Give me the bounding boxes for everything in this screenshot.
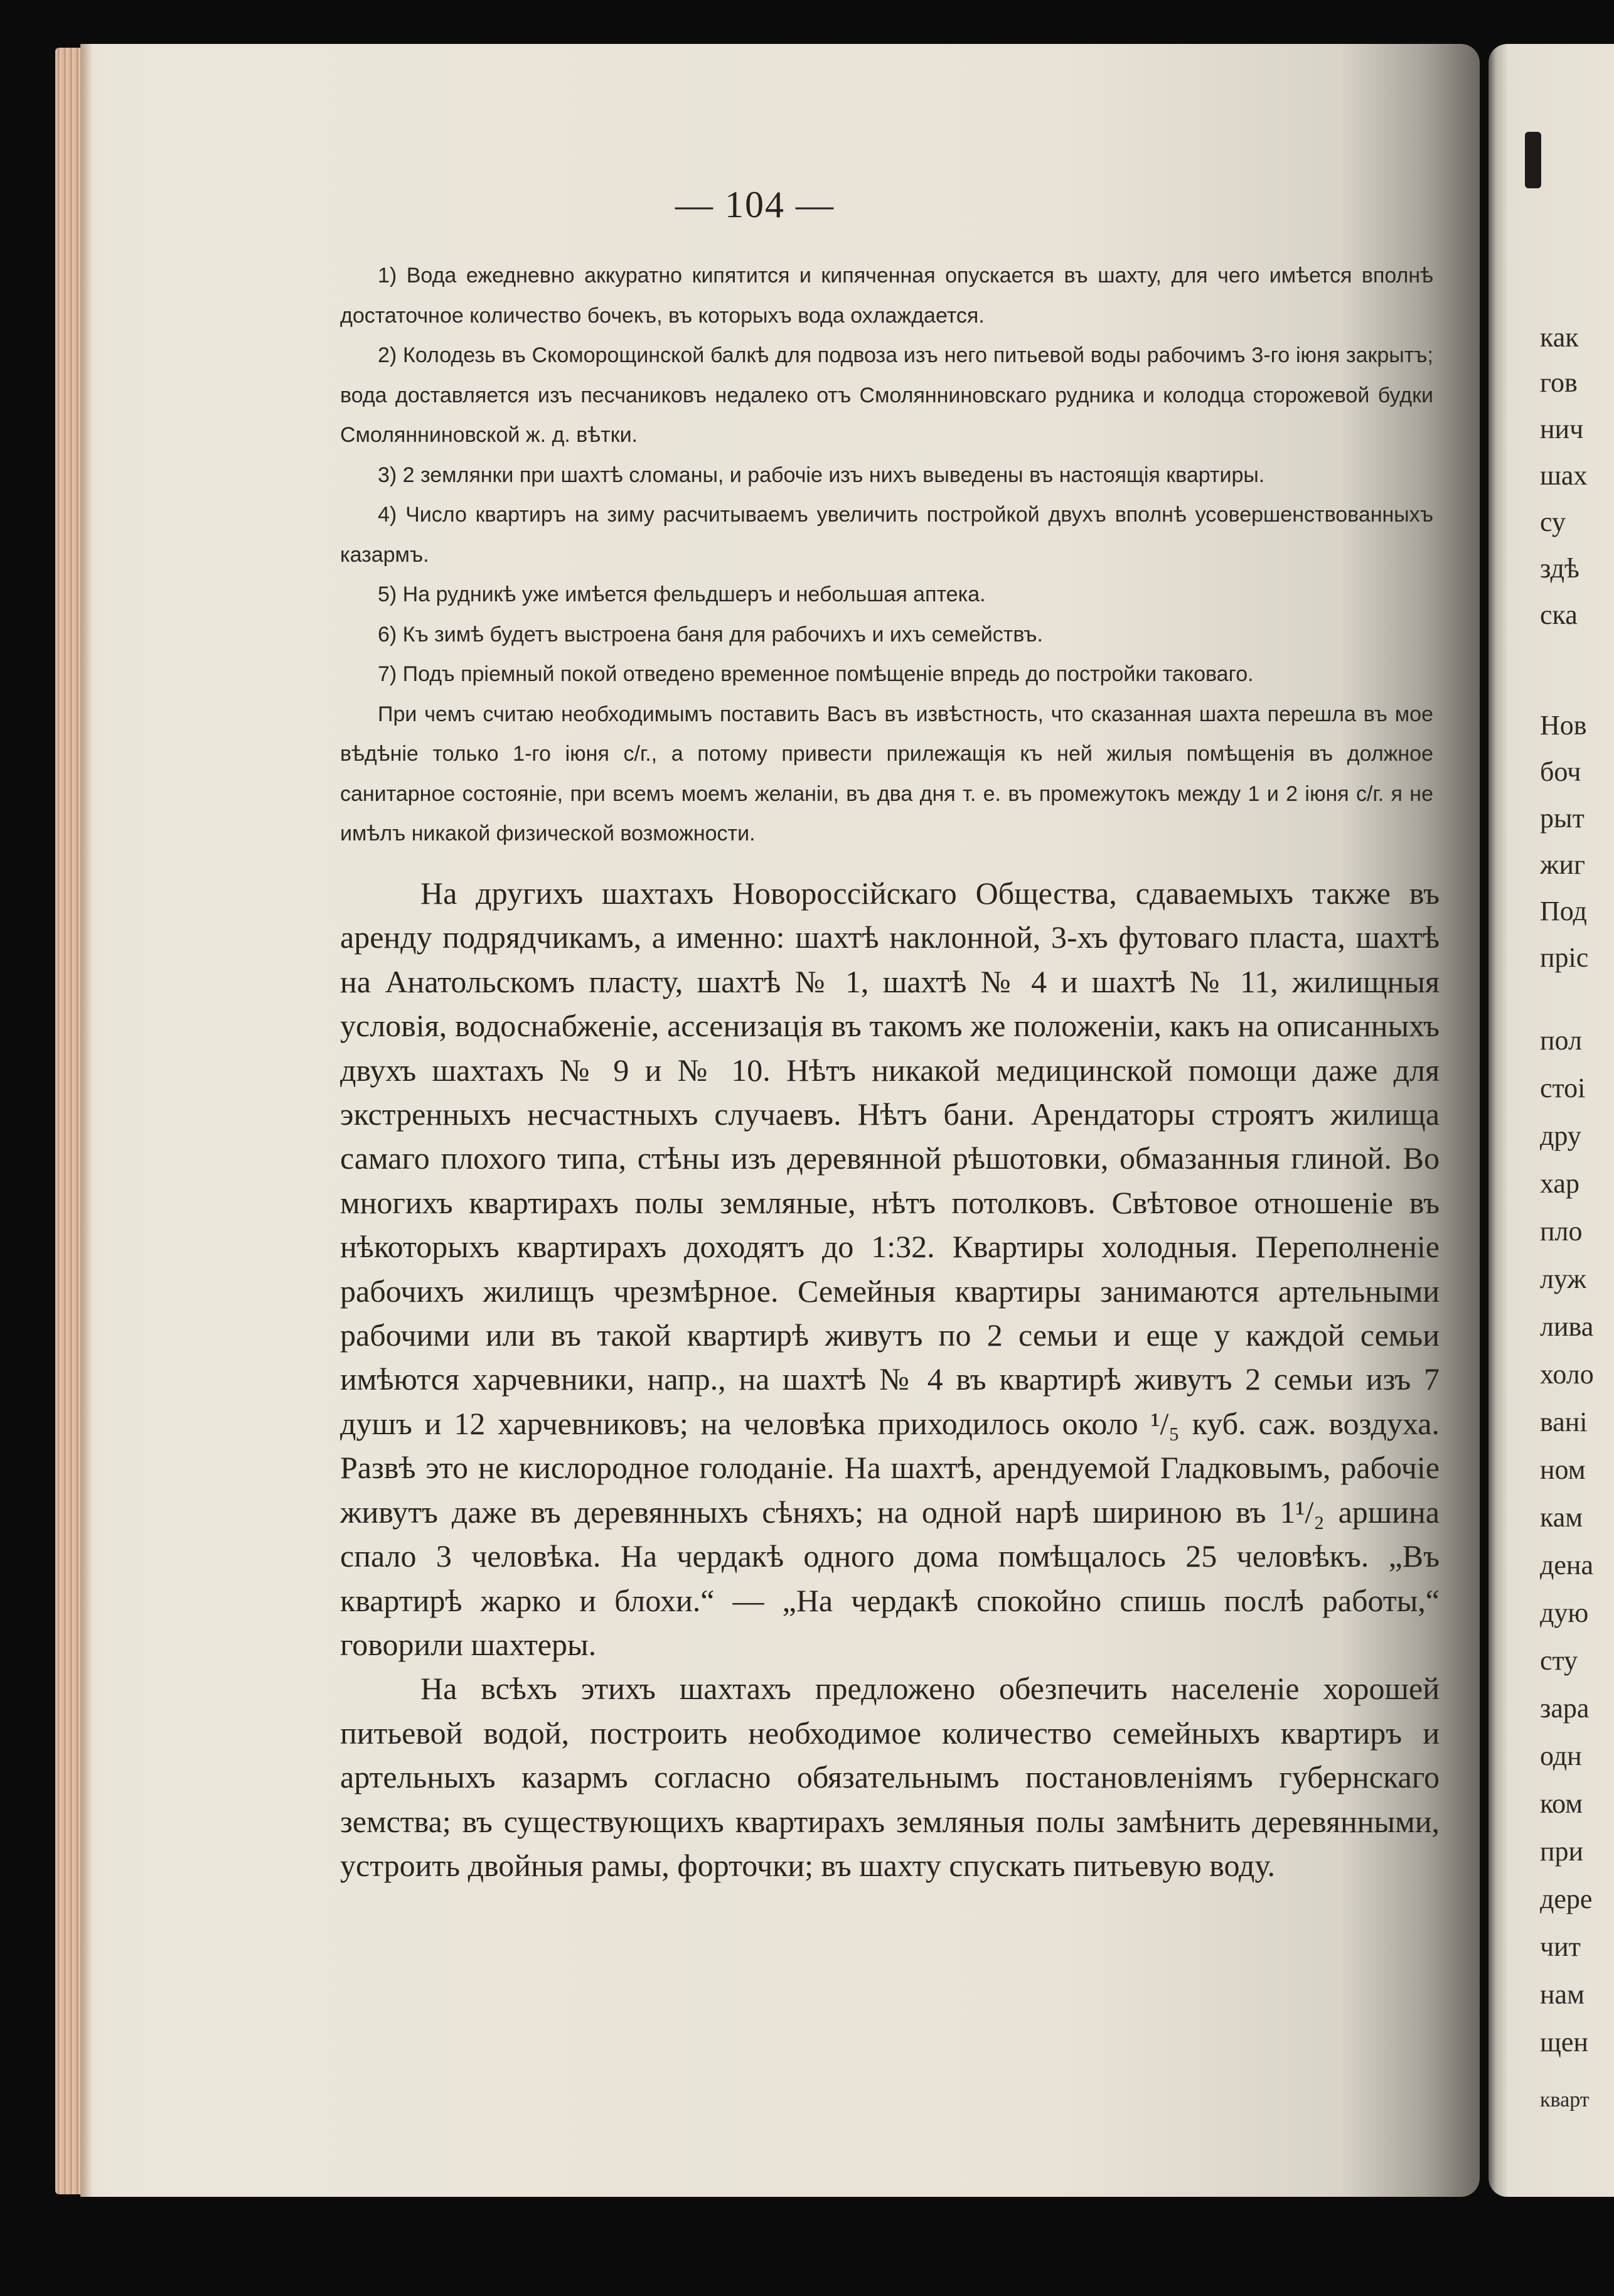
next-page-fragment: кварт [1540, 2088, 1590, 2111]
next-page-fragment: Нов [1540, 710, 1587, 741]
next-page-fragment: гов [1540, 367, 1578, 398]
next-page-edge [1488, 44, 1614, 2197]
next-page-fragment: жиг [1540, 849, 1585, 880]
next-page-fragment: при [1540, 1836, 1584, 1867]
next-page-fragment: хар [1540, 1168, 1579, 1199]
next-page-fragment: лива [1540, 1311, 1594, 1342]
next-page-fragment: дена [1540, 1550, 1593, 1580]
next-page-fragment: чит [1540, 1931, 1581, 1962]
next-page-fragment: дере [1540, 1884, 1593, 1914]
next-page-fragment: боч [1540, 756, 1581, 787]
next-page-fragment: луж [1540, 1263, 1586, 1294]
next-page-fragment: нам [1540, 1979, 1585, 2010]
paragraph: На всѣхъ этихъ шахтахъ предложено обезпечить населеніе хорошей питьевой водой, построить необходимое количество семейныхъ квартиръ и артельныхъ казармъ согласно обязательнымъ постановленіямъ губернскаго земства; въ существующихъ квартирахъ земляныя полы замѣнить деревянными, устроить двойныя рамы, форточки; въ шахту спускать питьевую воду. [340, 1671, 1440, 1883]
next-page-fragment: ска [1540, 599, 1578, 630]
next-page-fragment: щен [1540, 2027, 1588, 2057]
note-item: 3) 2 землянки при шахтѣ сломаны, и рабочіе изъ нихъ выведены въ настоящія квартиры. [378, 463, 1265, 487]
next-page-fragment: сту [1540, 1645, 1578, 1676]
note-item: 7) Подъ пріемный покой отведено временное помѣщеніе впредь до постройки таковаго. [378, 662, 1254, 686]
next-page-fragment: нич [1540, 414, 1584, 444]
next-page-fragment: рыт [1540, 803, 1585, 834]
note-item: 4) Число квартиръ на зиму расчитываемъ увеличить постройкой двухъ вполнѣ усовершенствованныхъ казармъ. [340, 503, 1433, 567]
next-page-fragment: стоі [1540, 1073, 1586, 1103]
scan-clip-mark [1525, 132, 1541, 188]
paragraph: На другихъ шахтахъ Новороссійскаго Общества, сдаваемыхъ также въ аренду подрядчикамъ, а именно: шахтѣ наклонной, 3-хъ футоваго пласта, шахтѣ на Анатольскомъ пласту, шахтѣ № 1, шахтѣ № 4 и шахтѣ № 11, жилищныя условія, водоснабженіе, ассенизація въ такомъ же положеніи, какъ на описанныхъ двухъ шахтахъ № 9 и № 10. Нѣтъ никакой медицинской помощи даже для экстренныхъ несчастныхъ случаевъ. Нѣтъ бани. Арендаторы строятъ жилища самаго плохого типа, стѣны изъ деревянной рѣшотовки, обмазанныя глиной. Во многихъ квартирахъ полы земляные, нѣтъ потолковъ. Свѣтовое отношеніе въ нѣкоторыхъ квартирахъ доходятъ до 1:32. Квартиры холодныя. Переполненіе рабочихъ жилищъ чрезмѣрное. Семейныя квартиры занимаются артельными рабочими или въ такой квартирѣ живутъ по 2 семьи и еще у каждой семьи имѣются харчевники, напр., на шахтѣ № 4 въ квартирѣ живутъ 2 семьи изъ 7 душъ и 12 харчевниковъ; на человѣка приходилось около ¹/₅ куб. саж. воздуха. Развѣ это не кислородное голоданіе. На шахтѣ, арендуемой Гладковымъ, рабочіе живутъ даже въ деревянныхъ сѣняхъ; на одной нарѣ шириною въ 1¹/₂ аршина спало 3 человѣка. На чердакѣ одного дома помѣщалось 25 человѣкъ. „Въ квартирѣ жарко и блохи.“ — „На чердакѣ спокойно спишь послѣ работы,“ говорили шахтеры. [340, 876, 1440, 1662]
next-page-fragment: вані [1540, 1407, 1588, 1437]
next-page-fragment: здѣ [1540, 553, 1579, 584]
next-page-fragment: пріс [1540, 942, 1589, 973]
next-page-fragment: ком [1540, 1788, 1583, 1819]
next-page-fragment: пол [1540, 1025, 1582, 1056]
note-item: При чемъ считаю необходимымъ поставить Васъ въ извѣстность, что сказанная шахта перешла въ мое вѣдѣніе только 1-го іюня с/г., а потому привести прилежащія къ ней жилыя помѣщенія въ должное санитарное состояніе, при всемъ моемъ желаніи, въ два дня т. е. въ промежутокъ между 1 и 2 іюня с/г. я не имѣлъ никакой физической возможности. [340, 702, 1433, 845]
main-text [340, 871, 1440, 1887]
next-page-fragment: как [1540, 322, 1579, 353]
next-page-fragment: дру [1540, 1120, 1581, 1151]
page-stack-edge [55, 48, 83, 2194]
next-page-fragment: одн [1540, 1741, 1582, 1771]
next-page-fragment: пло [1540, 1216, 1583, 1247]
page-number: — 104 — [675, 184, 835, 225]
next-page-fragment: су [1540, 507, 1566, 537]
next-page-fragment: зара [1540, 1693, 1590, 1724]
next-page-fragment: ном [1540, 1454, 1586, 1485]
next-page-fragment: шах [1540, 460, 1588, 491]
note-item: 5) На рудникѣ уже имѣется фельдшеръ и небольшая аптека. [378, 582, 986, 606]
next-page-fragment: кам [1540, 1502, 1583, 1533]
note-item: 2) Колодезь въ Скоморощинской балкѣ для подвоза изъ него питьевой воды рабочимъ 3-го іюня закрытъ; вода доставляется изъ песчаниковъ недалеко отъ Смолянниновскаго рудника и колодца сторожевой будки Смолянниновской ж. д. вѣтки. [340, 343, 1433, 447]
next-page-fragment: холо [1540, 1359, 1594, 1390]
note-item: 6) Къ зимѣ будетъ выстроена баня для рабочихъ и ихъ семействъ. [378, 622, 1043, 646]
footnote-block [340, 256, 1433, 854]
next-page-fragment: Под [1540, 896, 1587, 926]
next-page-fragment: дую [1540, 1597, 1589, 1628]
note-item: 1) Вода ежедневно аккуратно кипятится и кипяченная опускается въ шахту, для чего имѣется вполнѣ достаточное количество бочекъ, въ которыхъ вода охлаждается. [340, 264, 1433, 328]
